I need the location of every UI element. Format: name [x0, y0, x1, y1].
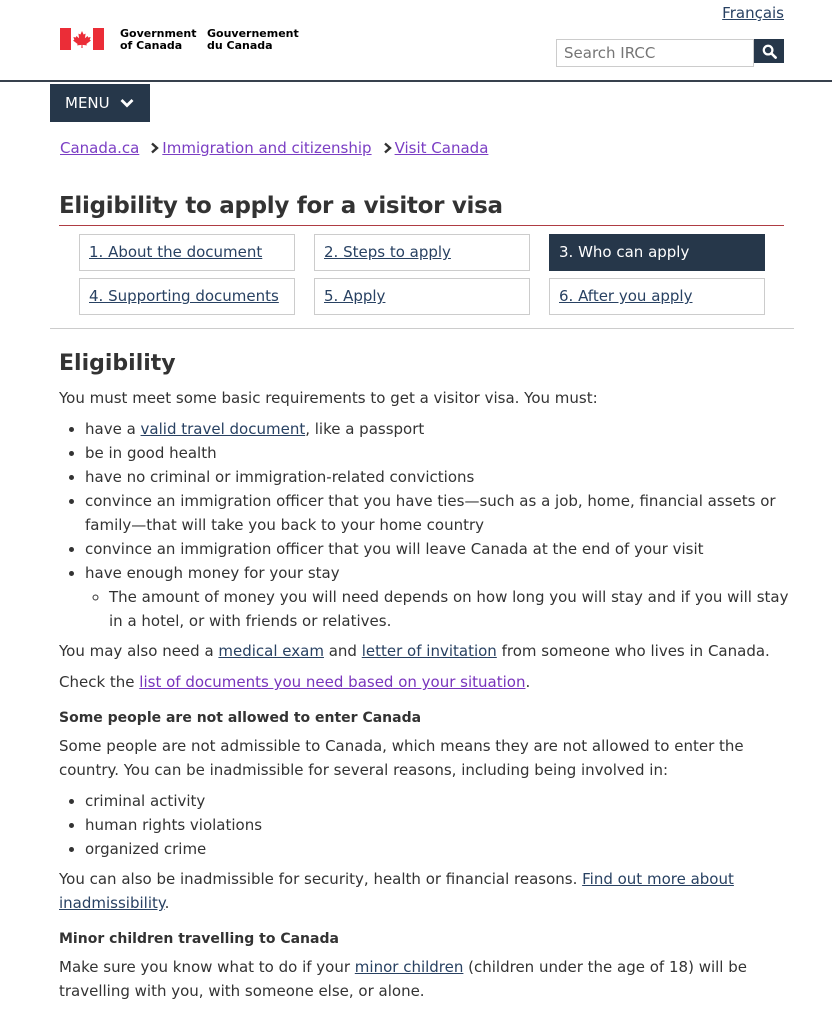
sub-list-item: ◦ The amount of money you will need depends on how long you will stay and if you will stay in a hotel, or with friends or relatives.: [109, 585, 789, 633]
paragraph-text: .: [525, 673, 531, 691]
minor-children-link[interactable]: minor children: [354, 958, 464, 976]
list-item-text: have a: [85, 420, 141, 438]
also-need-paragraph: [59, 639, 789, 663]
inadmissible-text: Some people are not admissible to Canada, which means they are not allowed to enter the country. You can be inadmissible for several reasons, including being involved in:: [59, 737, 744, 779]
minors-paragraph: [59, 955, 789, 1003]
step-apply[interactable]: 5. Apply: [314, 278, 530, 315]
government-signature-en[interactable]: [120, 28, 196, 52]
language-toggle-link[interactable]: Français: [722, 4, 784, 22]
search-button[interactable]: [754, 39, 784, 63]
valid-travel-document-link[interactable]: valid travel document: [140, 420, 306, 438]
list-item: • human rights violations: [85, 813, 789, 837]
divider: [50, 328, 794, 329]
list-item: • criminal activity: [85, 789, 789, 813]
list-item: [85, 561, 789, 633]
documents-list-link[interactable]: list of documents you need based on your situation: [139, 673, 526, 691]
signature-fr-line1: Gouvernement: [207, 27, 299, 40]
paragraph-text: Make sure you know what to do if your: [59, 958, 355, 976]
step-who-can-apply[interactable]: 3. Who can apply: [549, 234, 765, 271]
list-item: • convince an immigration officer that you will leave Canada at the end of your visit: [85, 537, 789, 561]
step-after-you-apply[interactable]: 6. After you apply: [549, 278, 765, 315]
check-documents-paragraph: [59, 670, 789, 694]
menu-button[interactable]: [50, 84, 150, 122]
breadcrumb: [60, 139, 488, 157]
canada-flag-icon: [60, 28, 104, 50]
main-content: [59, 350, 789, 1010]
medical-exam-link[interactable]: medical exam: [218, 642, 324, 660]
signature-en-line2: of Canada: [120, 39, 183, 52]
search-input[interactable]: [556, 39, 754, 67]
paragraph-text: from someone who lives in Canada.: [496, 642, 770, 660]
list-item-text: , like a passport: [305, 420, 425, 438]
step-steps-to-apply[interactable]: 2. Steps to apply: [314, 234, 530, 271]
paragraph-text: .: [164, 894, 170, 912]
list-item: • be in good health: [85, 441, 789, 465]
paragraph-text: and: [323, 642, 362, 660]
paragraph-text: (children under the age of 18) will be travelling with you, with someone else, or alone.: [59, 958, 747, 1000]
eligibility-heading: Eligibility: [59, 351, 176, 376]
letter-of-invitation-link[interactable]: letter of invitation: [361, 642, 497, 660]
step-about-document[interactable]: 1. About the document: [79, 234, 295, 271]
paragraph-text: You may also need a: [59, 642, 219, 660]
inadmissibility-link[interactable]: Find out more about inadmissibility: [59, 870, 734, 912]
site-header: [0, 0, 832, 82]
paragraph-text: Check the: [59, 673, 140, 691]
breadcrumb-link-visit[interactable]: Visit Canada: [394, 139, 489, 157]
sub-list: [109, 585, 789, 633]
inadmissible-also-paragraph: [59, 867, 789, 915]
list-item: [85, 417, 789, 441]
paragraph-text: You can also be inadmissible for security, health or financial reasons.: [59, 870, 583, 888]
government-signature-fr[interactable]: [207, 28, 299, 52]
search-icon: [762, 44, 777, 59]
menu-label: MENU: [65, 94, 110, 112]
inadmissible-heading: Some people are not allowed to enter Canada: [59, 710, 422, 726]
inadmissible-list: [85, 789, 789, 861]
page-title: Eligibility to apply for a visitor visa: [59, 193, 784, 226]
minors-heading: Minor children travelling to Canada: [59, 931, 339, 947]
breadcrumb-link-canada[interactable]: Canada.ca: [60, 139, 140, 157]
signature-en-line1: Government: [120, 27, 197, 40]
list-item-text: have enough money for your stay: [85, 564, 340, 582]
chevron-right-icon: [383, 142, 392, 154]
list-item: • convince an immigration officer that you have ties—such as a job, home, financial assets or family—that will take you back to your home country: [85, 489, 789, 537]
list-item: • organized crime: [85, 837, 789, 861]
chevron-right-icon: [150, 142, 159, 154]
signature-fr-line2: du Canada: [207, 39, 273, 52]
requirements-list: [85, 417, 789, 633]
list-item: • have no criminal or immigration-related convictions: [85, 465, 789, 489]
eligibility-intro: You must meet some basic requirements to get a visitor visa. You must:: [59, 389, 598, 407]
chevron-down-icon: [120, 98, 134, 108]
breadcrumb-link-immigration[interactable]: Immigration and citizenship: [162, 139, 372, 157]
step-supporting-documents[interactable]: 4. Supporting documents: [79, 278, 295, 315]
